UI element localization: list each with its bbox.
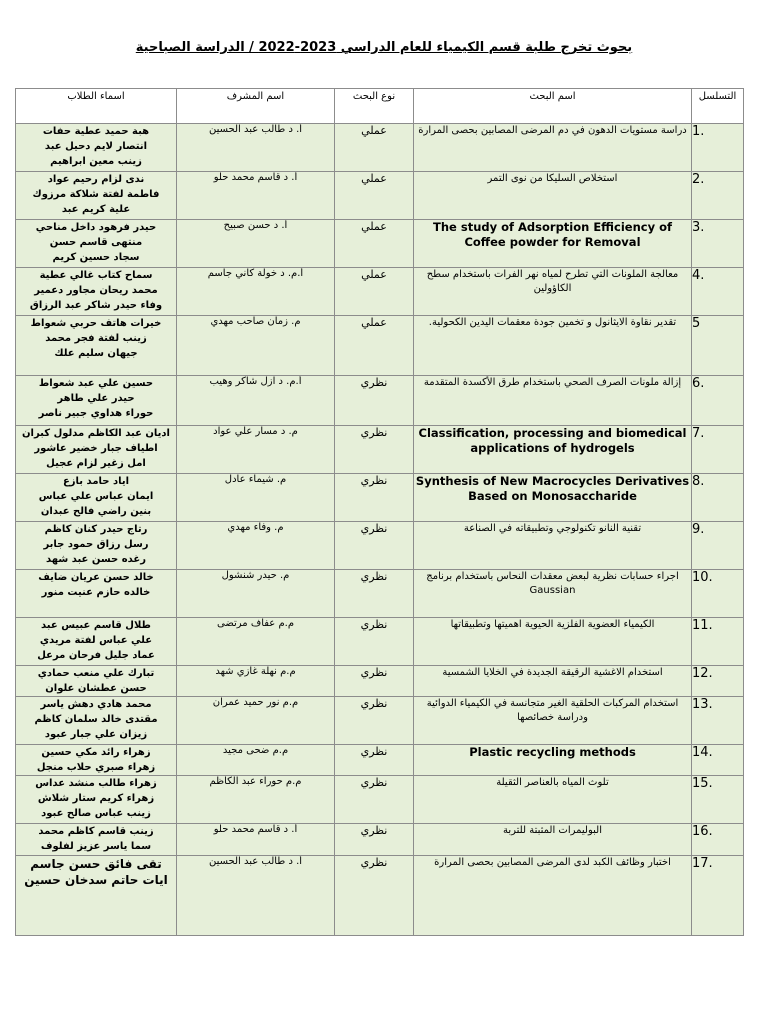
research-title: تقنية النانو تكنولوجي وتطبيقاته في الصناعة [414,522,692,570]
student-name: علي عباس لفتة مريدي [39,635,153,646]
student-name: سماح كتاب غالي عطية [39,270,153,281]
supervisor-name: أ. د قاسم محمد حلو [177,172,335,220]
serial-number: 14. [692,745,744,776]
student-name: زيزان علي جبار عبود [44,729,148,740]
supervisor-name: م.م ضحى مجيد [177,745,335,776]
student-names [16,666,177,697]
table-row [16,268,744,316]
student-name: انتصار لايم دحيل عبد [44,141,148,152]
student-name: مقتدى خالد سلمان كاظم [34,714,158,725]
student-name: اطياف جبار خضير عاشور [34,443,158,454]
student-names [16,824,177,856]
student-name: زينب عباس صالح عبود [41,808,151,819]
research-title: إزالة ملونات الصرف الصحي باستخدام طرق الأكسدة المتقدمة [414,376,692,426]
student-name: محمد ريحان مجاور دعمير [34,285,158,296]
table-row [16,426,744,474]
serial-number: 17. [692,856,744,936]
research-type: نظري [335,474,414,522]
student-name: عماد جليل فرحان مرعل [37,650,155,661]
student-name: زهراء رائد مكي حسين [41,747,151,758]
student-name: تقى فائق حسن جاسم [30,857,162,871]
research-title: استخلاص السليكا من نوى التمر [414,172,692,220]
header-supervisor: اسم المشرف [177,89,335,124]
student-name: محمد هادي دهش ياسر [40,699,152,710]
student-name: ايات حاتم سدخان حسين [24,873,168,887]
student-name: خالد حسن عريان ضايف [38,572,154,583]
student-names [16,268,177,316]
serial-number: 6. [692,376,744,426]
research-title: استخدام المركبات الحلقية الغير متجانسة في الكيمياء الدوائية ودراسة خصائصها [414,697,692,745]
student-names [16,697,177,745]
student-name: اياد حامد بازع [62,476,130,487]
student-name: سما ياسر عزيز لفلوف [40,841,152,852]
student-name: تبارك علي منعب حمادي [37,668,155,679]
supervisor-name: م. وفاء مهدي [177,522,335,570]
table-header-row [16,89,744,124]
header-serial: التسلسل [692,89,744,124]
table-row [16,856,744,936]
student-name: حيدر علي طاهر [57,393,135,404]
student-name: خيرات هاتف حربي شعواط [30,318,162,329]
research-type: نظري [335,745,414,776]
supervisor-name: أ. د طالب عبد الحسين [177,856,335,936]
supervisor-name: أ. د حسن صبيح [177,220,335,268]
research-type: عملي [335,124,414,172]
student-names [16,522,177,570]
supervisor-name: م.م عفاف مرتضى [177,618,335,666]
student-name: منتهى قاسم حسن [49,237,143,248]
supervisor-name: م.م نور حميد عمران [177,697,335,745]
student-name: بنين راضي فالح عبدان [40,506,152,517]
research-type: عملي [335,268,414,316]
table-row [16,666,744,697]
supervisor-name: م. شيماء عادل [177,474,335,522]
research-type: نظري [335,522,414,570]
research-title: معالجة الملونات التي تطرح لمياه نهر الفرات باستخدام سطح الكاؤولين [414,268,692,316]
research-type: نظري [335,776,414,824]
supervisor-name: م.م حوراء عبد الكاظم [177,776,335,824]
student-name: طلال قاسم عبيس عبد [41,620,151,631]
serial-number: 11. [692,618,744,666]
student-name: هبة حميد عطية حفات [42,126,150,137]
student-name: رغده حسن عبد شهد [46,554,146,565]
supervisor-name: م. زمان صاحب مهدي [177,316,335,376]
table-row [16,570,744,618]
serial-number: 16. [692,824,744,856]
student-name: رسل رزاق حمود جابر [43,539,149,550]
student-name: زهراء صبري حلاب منجل [36,762,156,773]
student-name: خالده حازم عنيت منور [41,587,151,598]
table-row [16,697,744,745]
research-title: البوليمرات المثبتة للتربة [414,824,692,856]
table-row [16,316,744,376]
supervisor-name: أ.م. د ازل شاكر وهيب [177,376,335,426]
research-type: نظري [335,376,414,426]
student-name: فاطمة لفتة شلاكة مرزوك [32,189,160,200]
student-names [16,856,177,936]
research-type: نظري [335,697,414,745]
table-row [16,220,744,268]
table-row [16,474,744,522]
serial-number: 1. [692,124,744,172]
serial-number: 2. [692,172,744,220]
research-title: تلوث المياه بالعناصر الثقيلة [414,776,692,824]
student-name: زينب قاسم كاظم محمد [38,826,154,837]
student-names [16,220,177,268]
serial-number: 10. [692,570,744,618]
student-name: حسين علي عبد شعواط [38,378,154,389]
research-title: الكيمياء العضوية الفلزية الحيوية اهميتها وتطبيقاتها [414,618,692,666]
research-title: استخدام الاغشية الرقيقة الجديدة في الخلايا الشمسية [414,666,692,697]
table-row [16,824,744,856]
header-research-title: اسم البحث [414,89,692,124]
table-row [16,745,744,776]
serial-number: 5 [692,316,744,376]
serial-number: 8. [692,474,744,522]
serial-number: 9. [692,522,744,570]
research-title: Synthesis of New Macrocycles Derivatives Based on Monosaccharide [414,474,692,522]
student-name: حيدر فرهود داخل مناحي [35,222,157,233]
student-name: رتاج حيدر كنان كاظم [44,524,148,535]
student-name: زينب لفتة فجر محمد [45,333,147,344]
research-type: عملي [335,316,414,376]
table-row [16,172,744,220]
student-names [16,474,177,522]
student-name: اديان عبد الكاظم مدلول كبران [22,428,170,439]
research-title: The study of Adsorption Efficiency of Coffee powder for Removal [414,220,692,268]
serial-number: 7. [692,426,744,474]
supervisor-name: م. د مسار علي عواد [177,426,335,474]
student-name: حسن عطشان علوان [45,683,147,694]
supervisor-name: أ.م. د خولة كاني جاسم [177,268,335,316]
page-title: بحوث تخرج طلبة قسم الكيمياء للعام الدراسي 2023-2022 / الدراسة الصباحية [135,40,633,55]
research-title: دراسة مستويات الدهون في دم المرضى المصابين بحصى المرارة [414,124,692,172]
student-name: زهراء طالب منشد عداس [35,778,157,789]
research-type: نظري [335,666,414,697]
research-type: نظري [335,618,414,666]
student-names [16,570,177,618]
student-names [16,172,177,220]
research-type: نظري [335,824,414,856]
header-students: اسماء الطلاب [16,89,177,124]
student-names [16,316,177,376]
student-names [16,124,177,172]
student-names [16,426,177,474]
research-type: عملي [335,172,414,220]
table-row [16,618,744,666]
supervisor-name: م. حيدر شنشول [177,570,335,618]
research-title: تقدير نقاوة الايثانول و تخمين جودة معقمات اليدين الكحولية. [414,316,692,376]
research-title: Classification, processing and biomedical applications of hydrogels [414,426,692,474]
research-type: نظري [335,426,414,474]
research-type: نظري [335,570,414,618]
student-names [16,776,177,824]
table-row [16,376,744,426]
research-title: اجراء حسابات نظرية لبعض معقدات النحاس باستخدام برنامج Gaussian [414,570,692,618]
serial-number: 4. [692,268,744,316]
student-name: حوراء هداوي جبير ناصر [38,408,154,419]
research-title: Plastic recycling methods [414,745,692,776]
serial-number: 3. [692,220,744,268]
student-name: علية كريم عبد [61,204,131,215]
student-name: ندى لزام رحيم عواد [47,174,145,185]
student-name: جيهان سليم علك [54,348,138,359]
student-name: زهراء كريم ستار شلاش [37,793,155,804]
table-row [16,776,744,824]
student-names [16,376,177,426]
supervisor-name: أ. د طالب عبد الحسين [177,124,335,172]
serial-number: 13. [692,697,744,745]
research-type: عملي [335,220,414,268]
student-name: امل زغير لزام عجيل [46,458,146,469]
research-title: اختبار وظائف الكبد لدى المرضى المصابين بحصى المرارة [414,856,692,936]
student-name: وفاء حيدر شاكر عبد الرزاق [29,300,163,311]
supervisor-name: أ. د قاسم محمد حلو [177,824,335,856]
table-row [16,124,744,172]
header-research-type: نوع البحث [335,89,414,124]
research-type: نظري [335,856,414,936]
student-names [16,618,177,666]
graduation-research-table [15,88,744,936]
supervisor-name: م.م نهلة غازي شهد [177,666,335,697]
student-names [16,745,177,776]
serial-number: 15. [692,776,744,824]
table-row [16,522,744,570]
student-name: ايمان عباس علي عباس [38,491,154,502]
student-name: سجاد حسين كريم [52,252,140,263]
serial-number: 12. [692,666,744,697]
student-name: زينب معين ابراهيم [50,156,142,167]
